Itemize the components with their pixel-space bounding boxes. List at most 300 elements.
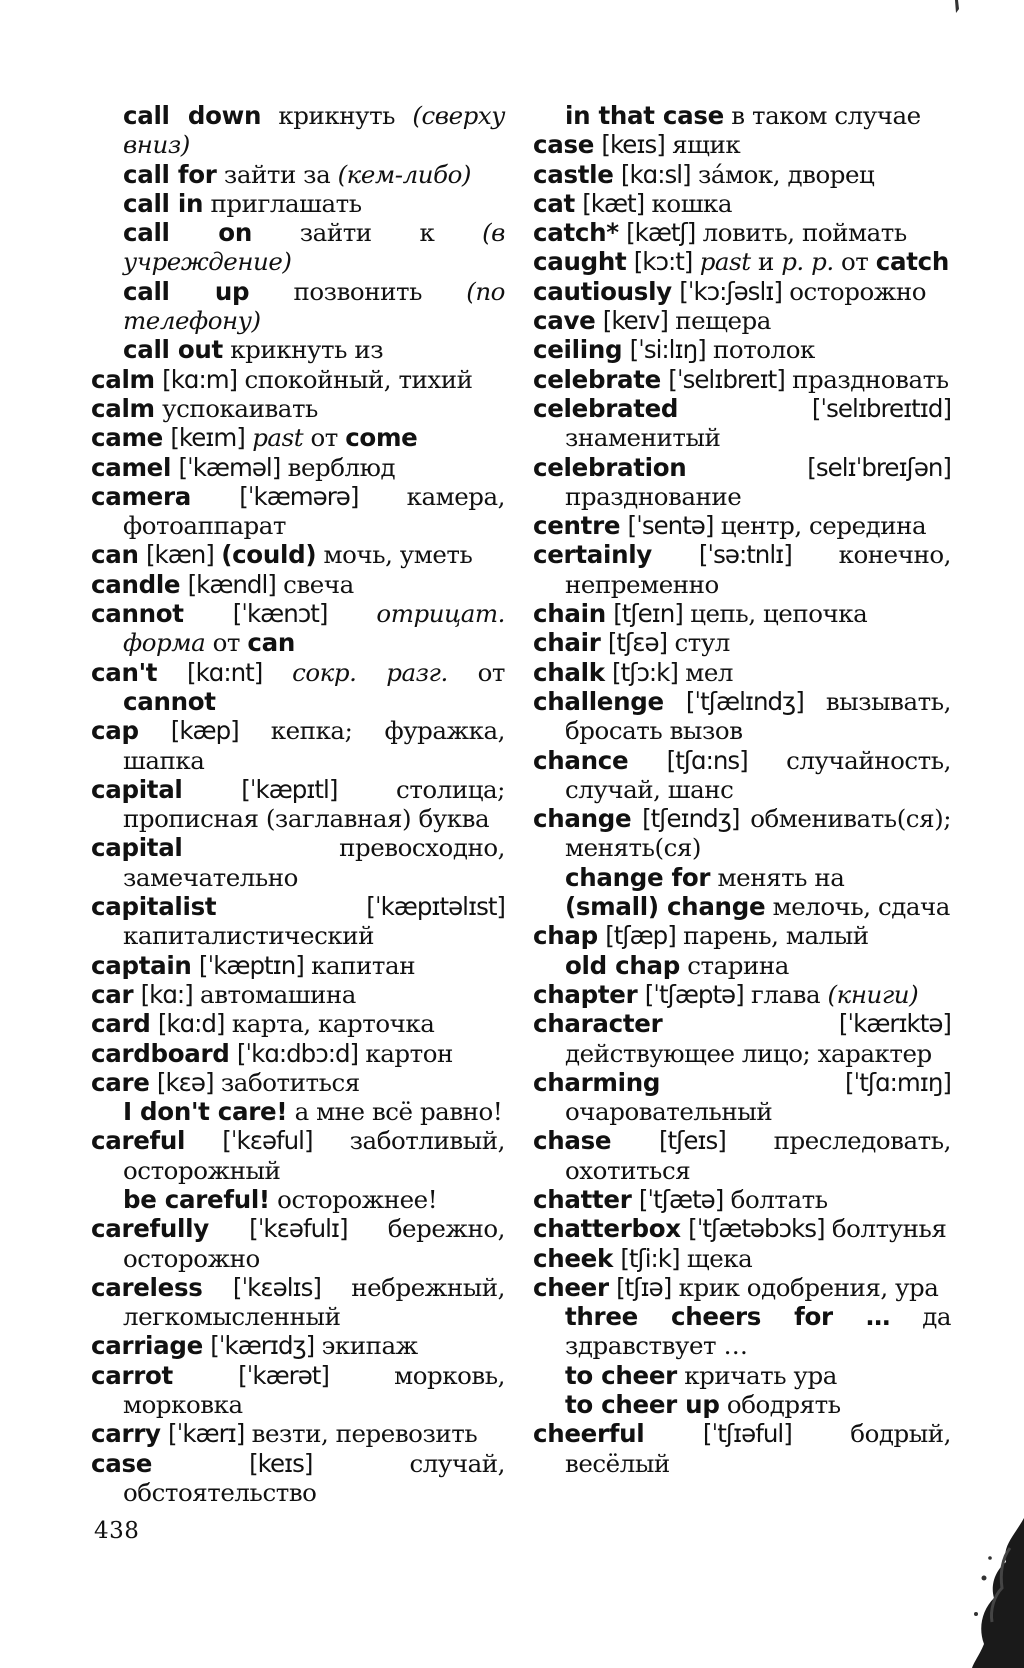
dictionary-entry: [91, 599, 505, 658]
translation-text: преследовать, охотиться: [565, 1126, 951, 1185]
translation-text: [192, 951, 199, 980]
transcription: [keɪv]: [602, 306, 668, 336]
translation-text: менять на: [710, 862, 845, 892]
cross-reference: catch: [875, 247, 949, 277]
sub-entry: [91, 277, 505, 336]
transcription: [ˈtʃɑ:mɪŋ]: [845, 1067, 951, 1097]
translation-text: [622, 335, 629, 364]
translation-text: [637, 980, 644, 1009]
translation-text: камера, фотоаппарат: [123, 481, 505, 541]
translation-text: [686, 453, 807, 482]
translation-text: ободрять: [719, 1390, 841, 1420]
dictionary-entry: [91, 365, 505, 394]
sub-entry: [91, 1097, 505, 1126]
translation-text: от: [303, 423, 346, 453]
headword: chapter: [533, 979, 638, 1009]
headword: call in: [123, 188, 204, 218]
translation-text: приглашать: [203, 188, 362, 218]
translation-text: мел: [677, 657, 734, 687]
headword: carry: [91, 1419, 161, 1449]
translation-text: успокаивать: [154, 393, 318, 423]
italic-note: (кем-либо): [337, 159, 471, 189]
transcription: [kændl]: [187, 569, 276, 599]
headword: card: [91, 1009, 151, 1039]
dictionary-entry: [91, 423, 505, 452]
headword: carrot: [91, 1360, 173, 1390]
translation-text: от: [205, 628, 248, 658]
headword: castle: [533, 159, 614, 189]
translation-text: верблюд: [280, 452, 396, 482]
headword: certainly: [533, 540, 652, 570]
translation-text: знаменитый: [565, 423, 721, 453]
dictionary-entry: [91, 892, 505, 951]
translation-text: бережно, осторожно: [123, 1214, 505, 1273]
dictionary-entry: [91, 482, 505, 541]
headword: cautiously: [533, 276, 672, 306]
sub-entry: [533, 1361, 951, 1390]
translation-text: [184, 599, 233, 628]
translation-text: [660, 1068, 845, 1097]
headword: cat: [533, 188, 575, 218]
translation-text: вызывать, бросать вызов: [565, 686, 951, 746]
translation-text: [644, 1419, 703, 1448]
transcription: [kætʃ]: [626, 218, 696, 248]
headword: call up: [123, 276, 250, 306]
sub-entry: [91, 101, 505, 160]
dictionary-entry: [533, 394, 951, 453]
translation-text: [183, 775, 242, 804]
translation-text: [161, 1419, 168, 1448]
headword: capitalist: [91, 892, 217, 922]
cross-reference: cannot: [123, 686, 216, 716]
dictionary-entry: [533, 1009, 951, 1068]
dictionary-entry: [533, 453, 951, 512]
translation-text: крикнуть из: [222, 335, 384, 365]
transcription: [ˈkɛəlɪs]: [232, 1272, 321, 1302]
headword: centre: [533, 511, 621, 541]
translation-text: картон: [358, 1038, 453, 1068]
transcription: [keɪm]: [170, 423, 245, 453]
translation-text: [157, 658, 187, 687]
headword: cheerful: [533, 1419, 645, 1449]
translation-text: за́мок, дворец: [690, 159, 875, 189]
transcription: [selɪˈbreɪʃən]: [807, 452, 951, 482]
dictionary-entry: [533, 1214, 951, 1243]
headword: chase: [533, 1126, 612, 1156]
transcription: [ˈkɛəful]: [222, 1126, 313, 1156]
transcription: [ˈtʃætəbɔks]: [688, 1214, 825, 1244]
dictionary-entry: [533, 218, 951, 247]
translation-text: зайти за: [216, 159, 338, 189]
transcription: [ˈtʃætə]: [638, 1184, 724, 1214]
dictionary-entry: [91, 1273, 505, 1332]
dictionary-entry: [533, 277, 951, 306]
dictionary-entry: [533, 746, 951, 805]
translation-text: мелочь, сдача: [765, 892, 950, 922]
sub-entry: [533, 1390, 951, 1419]
translation-text: [180, 570, 187, 599]
translation-text: [692, 247, 699, 276]
headword: care: [91, 1067, 150, 1097]
translation-text: случай, обстоятельство: [123, 1448, 505, 1507]
headword: chalk: [533, 657, 605, 687]
headword: cave: [533, 306, 596, 336]
dictionary-entry: [91, 1361, 505, 1420]
cross-reference: come: [345, 423, 418, 453]
transcription: [ˈkærɪktə]: [838, 1009, 951, 1039]
sub-entry: [533, 101, 951, 130]
transcription: [tʃi:k]: [620, 1243, 680, 1273]
headword: (small) change: [565, 892, 766, 922]
translation-text: кепка; фуражка, шапка: [123, 716, 505, 775]
italic-note: отрицат. форма: [123, 599, 505, 658]
headword: capital: [91, 833, 183, 863]
transcription: [ˈkærɪdʒ]: [210, 1331, 315, 1361]
translation-text: везти, перевозить: [244, 1419, 478, 1449]
dictionary-entry: [91, 775, 505, 834]
headword: captain: [91, 950, 192, 980]
sub-entry: [533, 1302, 951, 1361]
headword: to cheer up: [565, 1390, 720, 1420]
translation-text: заботиться: [213, 1067, 360, 1097]
translation-text: центр, середина: [713, 511, 927, 541]
italic-note: past: [252, 423, 304, 453]
translation-text: морковь, морковка: [123, 1360, 505, 1420]
headword: cap: [91, 716, 139, 746]
sub-entry: [533, 951, 951, 980]
translation-text: [139, 716, 171, 745]
dictionary-entry: [533, 921, 951, 950]
headword: old chap: [565, 950, 680, 980]
headword: in that case: [565, 101, 724, 130]
headword: can't: [91, 657, 158, 687]
dictionary-entry: [533, 306, 951, 335]
headword: chair: [533, 628, 601, 658]
translation-text: осторожнее!: [269, 1184, 438, 1214]
dictionary-entry: [91, 951, 505, 980]
dictionary-entry: [91, 716, 505, 775]
translation-text: от: [447, 657, 506, 687]
translation-text: щека: [679, 1243, 753, 1273]
transcription: [keɪs]: [601, 130, 665, 160]
headword: calm: [91, 393, 155, 423]
print-speck: [952, 0, 962, 14]
dictionary-entry: [533, 130, 951, 159]
sub-entry: [91, 160, 505, 189]
dictionary-entry: [91, 1214, 505, 1273]
sub-entry: [91, 335, 505, 364]
translation-text: [632, 1185, 639, 1214]
italic-note: (книги): [827, 979, 919, 1009]
headword: celebrated: [533, 393, 679, 423]
dictionary-entry: [533, 160, 951, 189]
headword: cannot: [91, 599, 184, 629]
headword: case: [533, 130, 595, 160]
dictionary-entry: [533, 599, 951, 628]
headword: celebrate: [533, 364, 661, 394]
transcription: [tʃɛə]: [607, 628, 668, 658]
headword: calm: [91, 364, 155, 394]
translation-text: [605, 658, 612, 687]
translation-text: [152, 1449, 249, 1478]
headword: carefully: [91, 1214, 209, 1244]
dictionary-entry: [533, 658, 951, 687]
dictionary-entry: [533, 1273, 951, 1302]
dictionary-entry: [91, 980, 505, 1009]
headword: carriage: [91, 1331, 203, 1361]
dictionary-entry: [533, 1068, 951, 1127]
translation-text: [595, 306, 602, 335]
headword: chatterbox: [533, 1214, 681, 1244]
headword: came: [91, 423, 164, 453]
italic-note: (в учреждение): [123, 218, 505, 277]
translation-text: [662, 1009, 838, 1038]
headword: character: [533, 1009, 663, 1039]
translation-text: [678, 394, 812, 423]
translation-text: [614, 160, 621, 189]
dictionary-entry: [533, 189, 951, 218]
transcription: [ˈsi:lɪŋ]: [629, 335, 706, 365]
translation-text: [327, 599, 376, 628]
dictionary-entry: [91, 1449, 505, 1508]
translation-text: экипаж: [314, 1331, 418, 1361]
transcription: [tʃeɪn]: [613, 599, 683, 629]
dictionary-entry: [91, 1009, 505, 1038]
dictionary-entry: [533, 804, 951, 863]
italic-note: (по телефону): [123, 276, 505, 336]
transcription: [kæp]: [170, 716, 239, 746]
translation-text: конечно, непременно: [565, 540, 951, 599]
translation-text: стул: [667, 628, 730, 658]
translation-text: ящик: [664, 130, 741, 160]
dictionary-entry: [533, 335, 951, 364]
headword: celebration: [533, 452, 687, 482]
headword: car: [91, 979, 134, 1009]
headword: cheer: [533, 1272, 609, 1302]
transcription: [tʃɔ:k]: [612, 657, 678, 687]
translation-text: цепь, цепочка: [682, 599, 868, 629]
italic-note: сокр. разг.: [292, 657, 448, 687]
transcription: [ˈselɪbreɪtɪd]: [811, 393, 951, 423]
translation-text: спокойный, тихий: [237, 364, 473, 394]
headword: change: [533, 804, 632, 834]
transcription: [ˈkæpɪtl]: [241, 774, 338, 804]
headword: change for: [565, 862, 711, 892]
headword: charming: [533, 1067, 661, 1097]
cross-reference: (could): [221, 540, 317, 570]
transcription: [kæt]: [582, 188, 645, 218]
translation-text: [191, 482, 239, 511]
dictionary-entry: [91, 1126, 505, 1185]
translation-text: ловить, поймать: [695, 218, 907, 248]
translation-text: кошка: [644, 188, 733, 218]
headword: cardboard: [91, 1038, 230, 1068]
transcription: [kɔ:t]: [633, 247, 693, 277]
translation-text: [216, 892, 366, 921]
dictionary-entry: [91, 570, 505, 599]
translation-text: осторожно: [781, 276, 927, 306]
headword: be careful!: [123, 1184, 270, 1214]
translation-text: и: [750, 247, 782, 277]
translation-text: кричать ура: [676, 1360, 837, 1390]
translation-text: очаровательный: [565, 1097, 773, 1127]
dictionary-entry: [91, 394, 505, 423]
transcription: [kɑ:nt]: [187, 657, 263, 687]
sub-entry: [91, 189, 505, 218]
translation-text: праздновать: [784, 364, 949, 394]
translation-text: заботливый, осторожный: [123, 1126, 506, 1185]
dictionary-column-left: [91, 101, 505, 1507]
sub-entry: [533, 863, 951, 892]
dictionary-entry: [533, 1244, 951, 1273]
headword: cheek: [533, 1243, 613, 1273]
translation-text: [631, 804, 642, 833]
dictionary-entry: [91, 1419, 505, 1448]
headword: ceiling: [533, 335, 623, 365]
transcription: [kɑ:d]: [157, 1009, 225, 1039]
dictionary-entry: [533, 980, 951, 1009]
transcription: [kæn]: [145, 540, 214, 570]
dictionary-entry: [533, 365, 951, 394]
headword: call out: [123, 335, 223, 365]
dictionary-entry: [91, 658, 505, 717]
italic-note: p. p.: [781, 247, 834, 277]
headword: capital: [91, 774, 183, 804]
transcription: [ˈtʃælɪndʒ]: [685, 686, 804, 716]
translation-text: старина: [679, 950, 789, 980]
translation-text: пещера: [667, 306, 771, 336]
headword: careless: [91, 1272, 203, 1302]
translation-text: столица; прописная (заглавная) буква: [123, 774, 505, 834]
dictionary-entry: [533, 1419, 951, 1478]
translation-text: [139, 540, 146, 569]
transcription: [kɛə]: [156, 1067, 214, 1097]
translation-text: превосходно, замечательно: [123, 833, 505, 892]
transcription: [ˈkɑ:dbɔ:d]: [236, 1038, 359, 1068]
translation-text: [664, 687, 686, 716]
translation-text: бодрый, весёлый: [565, 1419, 952, 1478]
dictionary-entry: [533, 628, 951, 657]
headword: chance: [533, 745, 629, 775]
translation-text: парень, малый: [675, 921, 869, 951]
translation-text: капиталистический: [123, 921, 374, 951]
dictionary-entry: [91, 833, 505, 892]
dictionary-entry: [91, 1068, 505, 1097]
transcription: [kɑ:m]: [162, 364, 238, 394]
translation-text: свеча: [275, 569, 354, 599]
translation-text: зайти к: [251, 218, 483, 248]
dictionary-entry: [533, 511, 951, 540]
translation-text: [150, 1068, 157, 1097]
headword: challenge: [533, 686, 664, 716]
dictionary-entry: [91, 1331, 505, 1360]
translation-text: [600, 628, 607, 657]
headword: call on: [123, 218, 252, 248]
transcription: [kɑ:sl]: [620, 159, 691, 189]
dictionary-entry: [533, 540, 951, 599]
transcription: [ˈsə:tnlɪ]: [698, 540, 792, 570]
transcription: [tʃɪə]: [616, 1272, 672, 1302]
sub-entry: [533, 892, 951, 921]
translation-text: [209, 1214, 249, 1243]
translation-text: [230, 1039, 237, 1068]
translation-text: небрежный, легкомысленный: [123, 1272, 505, 1332]
translation-text: [173, 1361, 238, 1390]
headword: catch*: [533, 218, 619, 248]
translation-text: [203, 1273, 233, 1302]
translation-text: потолок: [705, 335, 815, 365]
transcription: [keɪs]: [249, 1448, 313, 1478]
dictionary-entry: [91, 453, 505, 482]
translation-text: крикнуть: [261, 101, 413, 130]
transcription: [ˈsentə]: [627, 511, 714, 541]
headword: careful: [91, 1126, 186, 1156]
translation-text: действующее лицо; характер: [565, 1038, 932, 1068]
translation-text: [620, 511, 627, 540]
transcription: [ˈkæməl]: [178, 452, 281, 482]
translation-text: болтунья: [824, 1214, 947, 1244]
transcription: [ˈkæmərə]: [239, 481, 359, 511]
translation-text: мочь, уметь: [316, 540, 473, 570]
translation-text: автомашина: [192, 979, 356, 1009]
transcription: [tʃɑ:ns]: [666, 745, 748, 775]
translation-text: [262, 658, 292, 687]
dictionary-entry: [533, 247, 951, 276]
italic-note: (сверху вниз): [123, 101, 505, 160]
transcription: [ˈkɔ:ʃəslɪ]: [679, 276, 782, 306]
transcription: [ˈtʃɪəful]: [702, 1419, 792, 1449]
headword: caught: [533, 247, 627, 277]
translation-text: капитан: [303, 950, 416, 980]
scan-smudge: [944, 1518, 1024, 1668]
transcription: [kɑ:]: [140, 979, 193, 1009]
translation-text: празднование: [565, 481, 742, 511]
headword: three cheers for …: [565, 1302, 891, 1332]
dictionary-entry: [533, 1185, 951, 1214]
headword: I don't care!: [123, 1097, 288, 1127]
headword: camera: [91, 481, 192, 511]
translation-text: [619, 218, 626, 247]
dictionary-entry: [91, 540, 505, 569]
sub-entry: [91, 218, 505, 277]
translation-text: [150, 1009, 157, 1038]
translation-text: позвонить: [249, 276, 467, 306]
headword: case: [91, 1448, 153, 1478]
dictionary-entry: [533, 687, 951, 746]
translation-text: да здравствует …: [565, 1302, 951, 1361]
translation-text: крик одобрения, ура: [671, 1272, 939, 1302]
transcription: [ˈselɪbreɪt]: [668, 364, 785, 394]
transcription: [ˈkærɪ]: [168, 1419, 245, 1449]
headword: chap: [533, 921, 598, 951]
translation-text: в таком случае: [723, 101, 921, 130]
headword: to cheer: [565, 1360, 677, 1390]
headword: camel: [91, 452, 172, 482]
translation-text: [133, 980, 140, 1009]
sub-entry: [91, 1185, 505, 1214]
translation-text: обменивать(ся); менять(ся): [565, 804, 951, 863]
headword: can: [91, 540, 139, 570]
headword: candle: [91, 569, 181, 599]
headword: call down: [123, 101, 262, 130]
headword: chain: [533, 599, 606, 629]
translation-text: от: [833, 247, 876, 277]
transcription: [ˈtʃæptə]: [644, 979, 744, 1009]
transcription: [ˈkæpɪtəlɪst]: [366, 892, 505, 922]
headword: call for: [123, 159, 217, 189]
transcription: [ˈkærət]: [238, 1360, 329, 1390]
page-number: 438: [94, 1518, 140, 1544]
